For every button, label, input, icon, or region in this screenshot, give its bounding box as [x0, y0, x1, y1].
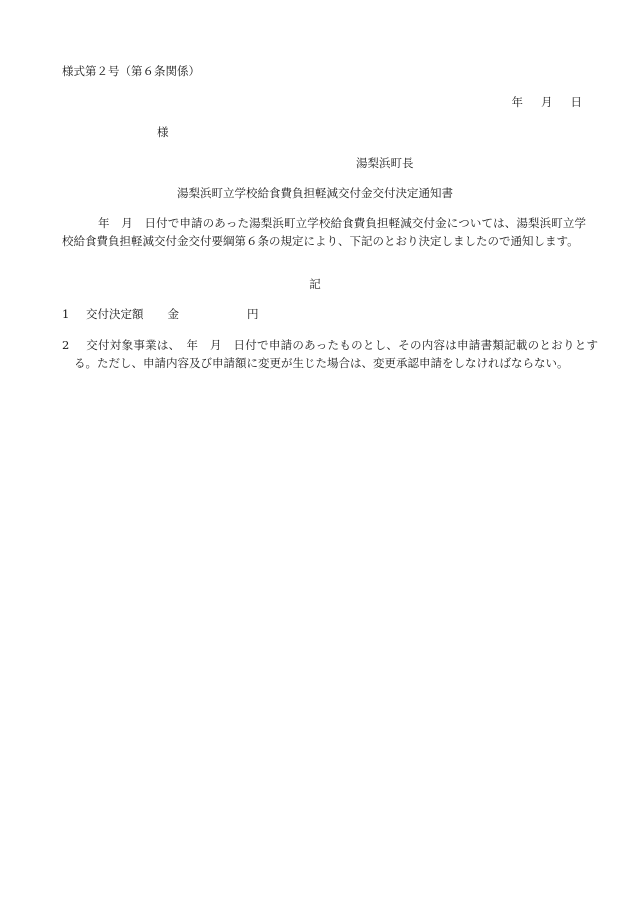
amount-prefix: 金 [167, 307, 179, 321]
date-day: 日 [570, 95, 582, 109]
document-title: 湯梨浜町立学校給食費負担軽減交付金交付決定通知書 [177, 186, 453, 200]
date-year: 年 [511, 95, 523, 109]
item-number: 2 [62, 338, 70, 352]
list-item-eligible-project [62, 336, 598, 372]
list-item-grant-amount [62, 306, 259, 323]
addressee-suffix: 様 [157, 125, 169, 139]
date-line [512, 94, 583, 111]
body-paragraph: 年 月 日付で申請のあった湯梨浜町立学校給食費負担軽減交付金については、湯梨浜町立学校給食費負担軽減交付金交付要綱第６条の規定により、下記のとおり決定しましたので通知します。 [62, 216, 586, 248]
issuer-name: 湯梨浜町長 [356, 156, 414, 170]
item-text: 交付対象事業は、 年 月 日付で申請のあったものとし、その内容は申請書類記載のとおりとする。ただし、申請内容及び申請額に変更が生じた場合は、変更承認申請をしなければならない。 [74, 338, 598, 370]
form-number: 様式第２号（第６条関係） [62, 64, 200, 78]
item-label: 交付決定額 [86, 307, 144, 321]
date-month: 月 [541, 95, 553, 109]
amount-unit: 円 [247, 307, 259, 321]
item-number: 1 [62, 307, 70, 321]
ki-heading: 記 [309, 277, 321, 291]
